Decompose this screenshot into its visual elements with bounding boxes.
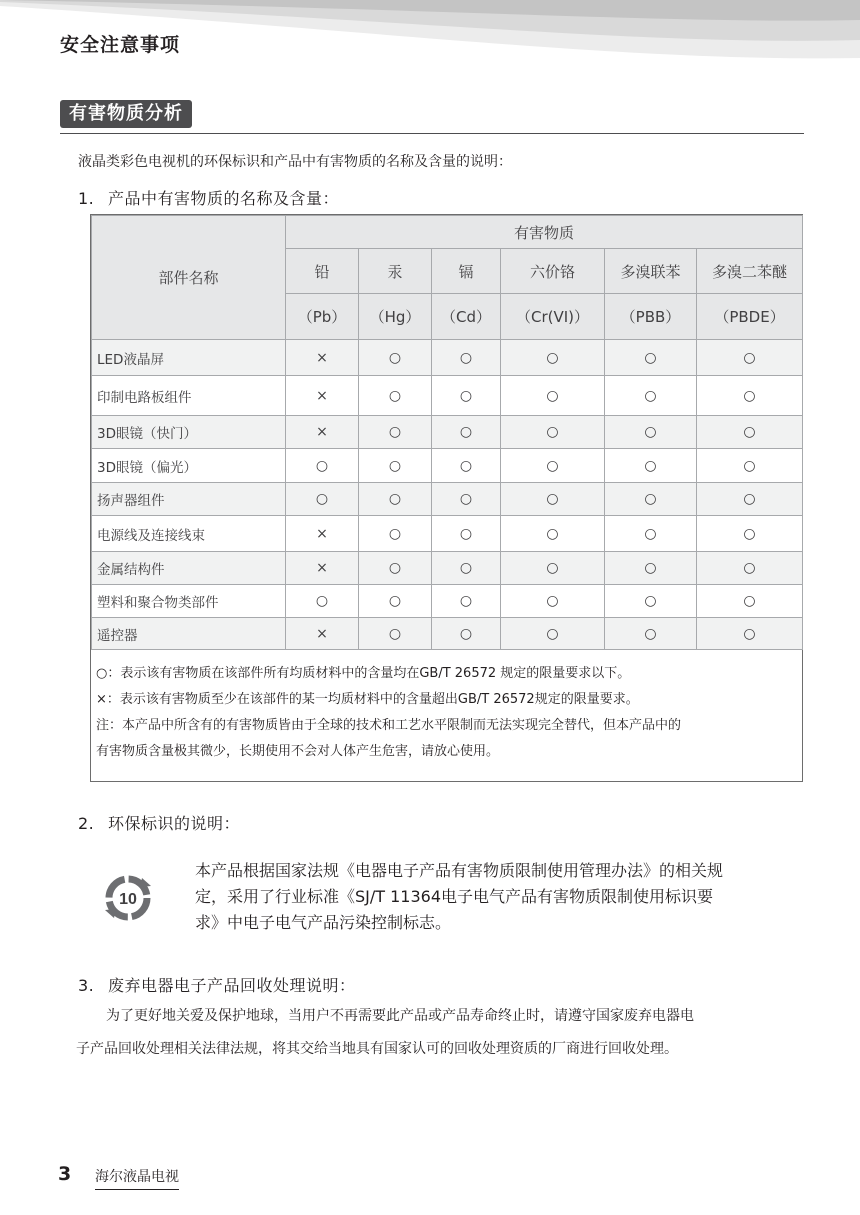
substance-status-cell: ○ — [605, 340, 697, 376]
substance-status-cell: × — [286, 376, 359, 416]
substance-status-cell: ○ — [697, 585, 803, 618]
substance-symbol: （PBDE） — [697, 294, 803, 340]
substance-status-cell: ○ — [432, 449, 501, 483]
substance-symbol: （Cd） — [432, 294, 501, 340]
part-name-cell: 塑料和聚合物类部件 — [92, 585, 286, 618]
substance-status-cell: ○ — [359, 483, 432, 516]
substance-name: 多溴联苯 — [605, 249, 697, 294]
substance-status-cell: ○ — [359, 618, 432, 650]
part-name-cell: 金属结构件 — [92, 552, 286, 585]
substance-status-cell: ○ — [432, 376, 501, 416]
substance-status-cell: ○ — [697, 483, 803, 516]
part2-heading — [78, 811, 240, 834]
table-row — [92, 416, 803, 449]
part2-number: 2. — [78, 814, 95, 833]
part1-number: 1. — [78, 189, 95, 208]
page-header-title: 安全注意事项 — [60, 34, 181, 56]
hazardous-substance-table-box — [90, 214, 803, 782]
substance-status-cell: × — [286, 340, 359, 376]
substance-status-cell: ○ — [359, 585, 432, 618]
part2-line: 定，采用了行业标准《SJ/T 11364电子电气产品有害物质限制使用标识要 — [195, 887, 714, 906]
substance-status-cell: ○ — [605, 618, 697, 650]
substance-status-cell: ○ — [359, 552, 432, 585]
part-name-cell: 印制电路板组件 — [92, 376, 286, 416]
substance-symbol: （PBB） — [605, 294, 697, 340]
substance-status-cell: ○ — [697, 552, 803, 585]
substance-status-cell: ○ — [359, 449, 432, 483]
substance-status-cell: ○ — [605, 376, 697, 416]
substance-status-cell: ○ — [501, 376, 605, 416]
part-name-cell: 3D眼镜（快门） — [92, 416, 286, 449]
note-line: ○：表示该有害物质在该部件所有均质材料中的含量均在GB/T 26572 规定的限量要求以下。 — [96, 666, 631, 681]
page-number: 3 — [58, 1163, 72, 1185]
substance-status-cell: ○ — [286, 449, 359, 483]
part-name-cell: 遥控器 — [92, 618, 286, 650]
section-divider — [60, 133, 804, 134]
table-row — [92, 340, 803, 376]
substance-status-cell: ○ — [432, 552, 501, 585]
part-name-cell: LED液晶屏 — [92, 340, 286, 376]
substance-status-cell: ○ — [501, 552, 605, 585]
substance-status-cell: ○ — [605, 552, 697, 585]
substance-status-cell: ○ — [432, 483, 501, 516]
substance-status-cell: ○ — [432, 585, 501, 618]
substance-name: 镉 — [432, 249, 501, 294]
part2-description — [195, 858, 805, 936]
substance-status-cell: ○ — [501, 340, 605, 376]
note-line: ×：表示该有害物质至少在该部件的某一均质材料中的含量超出GB/T 26572规定的限量要求。 — [96, 692, 639, 707]
table-row — [92, 552, 803, 585]
substance-status-cell: ○ — [501, 449, 605, 483]
substance-status-cell: ○ — [605, 483, 697, 516]
part3-title: 废弃电器电子产品回收处理说明： — [108, 976, 356, 995]
part3-line: 子产品回收处理相关法律法规，将其交给当地具有国家认可的回收处理资质的厂商进行回收处理。 — [76, 1041, 678, 1057]
substance-status-cell: ○ — [359, 340, 432, 376]
substance-status-cell: ○ — [697, 340, 803, 376]
part2-line: 求》中电子电气产品污染控制标志。 — [195, 913, 452, 932]
substance-status-cell: ○ — [286, 585, 359, 618]
part3-heading — [78, 973, 356, 996]
substance-status-cell: ○ — [359, 516, 432, 552]
table-row — [92, 585, 803, 618]
table-row — [92, 376, 803, 416]
substance-status-cell: ○ — [605, 585, 697, 618]
substance-status-cell: ○ — [501, 416, 605, 449]
substance-status-cell: × — [286, 618, 359, 650]
substance-status-cell: ○ — [605, 449, 697, 483]
part-name-cell: 电源线及连接线束 — [92, 516, 286, 552]
part3-line: 为了更好地关爱及保护地球，当用户不再需要此产品或产品寿命终止时，请遵守国家废弃电器电 — [106, 1008, 694, 1024]
logo-number: 10 — [119, 891, 137, 908]
substance-status-cell: × — [286, 552, 359, 585]
substance-status-cell: ○ — [501, 618, 605, 650]
table-row — [92, 449, 803, 483]
part-name-cell: 3D眼镜（偏光） — [92, 449, 286, 483]
substance-name: 汞 — [359, 249, 432, 294]
part2-title: 环保标识的说明： — [108, 814, 241, 833]
substance-status-cell: ○ — [501, 483, 605, 516]
part-name-cell: 扬声器组件 — [92, 483, 286, 516]
substance-name: 六价铬 — [501, 249, 605, 294]
note-line: 注：本产品中所含有的有害物质皆由于全球的技术和工艺水平限制而无法实现完全替代，但本产品中的 — [96, 718, 682, 733]
part1-title: 产品中有害物质的名称及含量： — [108, 189, 340, 208]
note-line: 有害物质含量极其微少，长期使用不会对人体产生危害，请放心使用。 — [96, 744, 500, 759]
substance-status-cell: ○ — [432, 416, 501, 449]
substance-name: 铅 — [286, 249, 359, 294]
table-row — [92, 618, 803, 650]
table-row — [92, 483, 803, 516]
substance-status-cell: ○ — [697, 416, 803, 449]
substance-group-header: 有害物质 — [286, 216, 803, 249]
substance-status-cell: ○ — [605, 416, 697, 449]
substance-status-cell: ○ — [605, 516, 697, 552]
substance-status-cell: ○ — [359, 376, 432, 416]
part2-line: 本产品根据国家法规《电器电子产品有害物质限制使用管理办法》的相关规 — [195, 861, 724, 880]
substance-status-cell: ○ — [501, 516, 605, 552]
intro-text: 液晶类彩色电视机的环保标识和产品中有害物质的名称及含量的说明： — [78, 154, 512, 170]
part3-number: 3. — [78, 976, 95, 995]
table-notes — [96, 661, 681, 765]
section-title-badge: 有害物质分析 — [60, 100, 192, 128]
substance-status-cell: ○ — [697, 618, 803, 650]
environmental-protection-use-period-icon — [102, 872, 154, 924]
substance-status-cell: ○ — [432, 340, 501, 376]
substance-status-cell: ○ — [697, 516, 803, 552]
substance-status-cell: ○ — [697, 449, 803, 483]
substance-symbol: （Cr(VI)） — [501, 294, 605, 340]
substance-status-cell: × — [286, 416, 359, 449]
substance-status-cell: ○ — [432, 516, 501, 552]
substance-status-cell: ○ — [432, 618, 501, 650]
table-row — [92, 516, 803, 552]
substance-status-cell: × — [286, 516, 359, 552]
substance-status-cell: ○ — [697, 376, 803, 416]
part3-description — [78, 1000, 808, 1066]
substance-status-cell: ○ — [359, 416, 432, 449]
substance-symbol: （Hg） — [359, 294, 432, 340]
substance-status-cell: ○ — [286, 483, 359, 516]
footer-brand: 海尔液晶电视 — [95, 1166, 179, 1190]
substance-status-cell: ○ — [501, 585, 605, 618]
substance-name: 多溴二苯醚 — [697, 249, 803, 294]
part-name-header: 部件名称 — [92, 216, 286, 340]
substance-symbol: （Pb） — [286, 294, 359, 340]
part1-heading — [78, 186, 339, 209]
hazardous-substance-table — [91, 215, 803, 650]
